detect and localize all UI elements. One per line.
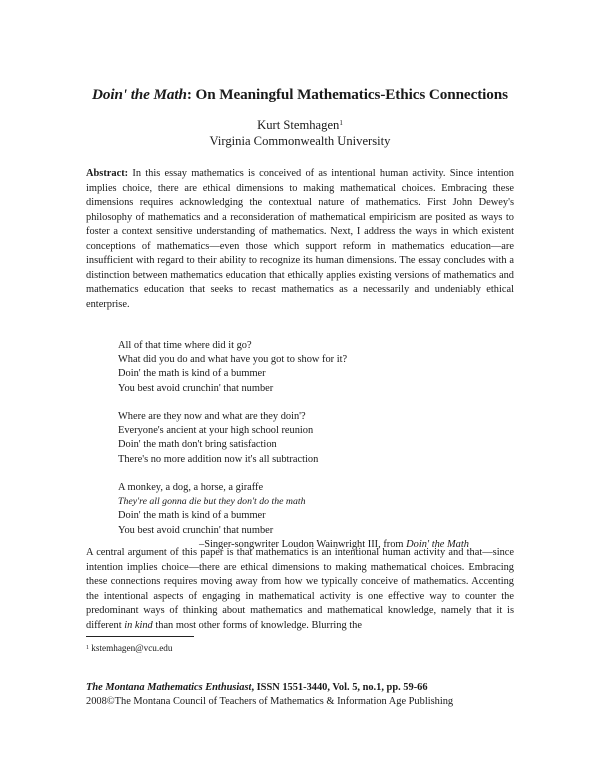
body-italic: in kind — [124, 619, 153, 631]
poem-line-italic: They're all gonna die but they don't do the math — [118, 496, 306, 508]
poem-line: What did you do and what have you got to show for it? — [118, 354, 348, 366]
poem-line: Everyone's ancient at your high school reunion — [118, 425, 314, 437]
body-part-2: than most other forms of knowledge. Blurring the — [152, 619, 362, 631]
poem-stanza-1 — [118, 339, 538, 396]
footnote-mark: 1 — [86, 645, 89, 651]
body-paragraph — [86, 546, 514, 634]
epigraph-poem — [118, 339, 538, 552]
poem-line: Doin' the math is kind of a bummer — [118, 510, 266, 522]
copyright-line: 2008©The Montana Council of Teachers of Mathematics & Information Age Publishing — [86, 696, 454, 707]
footnote — [86, 642, 172, 654]
author-name: Kurt Stemhagen — [257, 118, 340, 132]
poem-line: There's no more addition now it's all subtraction — [118, 453, 319, 465]
poem-line: You best avoid crunchin' that number — [118, 382, 274, 394]
poem-stanza-2 — [118, 410, 538, 467]
title-rest: : On Meaningful Mathematics-Ethics Connections — [186, 86, 508, 103]
attribution-work: Doin' the Math — [406, 538, 469, 550]
footnote-text: kstemhagen@vcu.edu — [89, 643, 173, 653]
body-part-1: A central argument of this paper is that mathematics is an intentional human activity and that—since intention implies choice—there are ethical dimensions to making mathematical choices. Embracing these connections requires moving away from how we typically conceive of mathematics. Accenting the intentional aspects of engaging in mathematical activity is one effective way to counter the predominant ways of thinking about mathematics and mathematical knowledge, namely that it is different — [86, 547, 514, 631]
abstract-text: In this essay mathematics is conceived of as intentional human activity. Since intention implies choice, there are ethical dimensions to making mathematical choices. Embracing these dimensions requires acknowledging the contextual nature of mathematics. First John Dewey's philosophy of mathematics and a reconsideration of mathematical empiricism are posited as ways to foster a context sensitive understanding of mathematics. Next, I address the ways in which existent conceptions of mathematics—even those which support reform in mathematics education—are insufficient with regard to their ability to recognize its human dimensions. The essay concludes with a distinction between mathematics education that ethically applies existing versions of mathematics and mathematics education that seeks to recast mathematics as a necessarily and undeniably ethical enterprise. — [86, 168, 514, 310]
journal-details: , ISSN 1551-3440, Vol. 5, no.1, pp. 59-66 — [251, 682, 428, 693]
footnote-divider — [86, 636, 194, 637]
poem-line: All of that time where did it go? — [118, 340, 252, 351]
journal-name: The Montana Mathematics Enthusiast — [86, 682, 252, 693]
abstract-label: Abstract: — [86, 168, 129, 179]
poem-line: You best avoid crunchin' that number — [118, 524, 274, 536]
poem-line: Doin' the math is kind of a bummer — [118, 368, 266, 380]
author-block — [0, 117, 600, 149]
paper-title — [40, 86, 560, 104]
journal-citation — [86, 680, 428, 695]
attribution-prefix: –Singer-songwriter Loudon Wainwright III, from — [199, 538, 407, 550]
author-footnote-mark: 1 — [339, 119, 343, 127]
title-italic: Doin' the Math — [92, 86, 187, 103]
poem-line: Where are they now and what are they doin'? — [118, 411, 306, 422]
poem-line: Doin' the math don't bring satisfaction — [118, 439, 277, 451]
abstract — [86, 167, 514, 312]
author-affiliation: Virginia Commonwealth University — [209, 134, 391, 148]
poem-line: A monkey, a dog, a horse, a giraffe — [118, 482, 264, 493]
poem-stanza-3 — [118, 481, 538, 552]
